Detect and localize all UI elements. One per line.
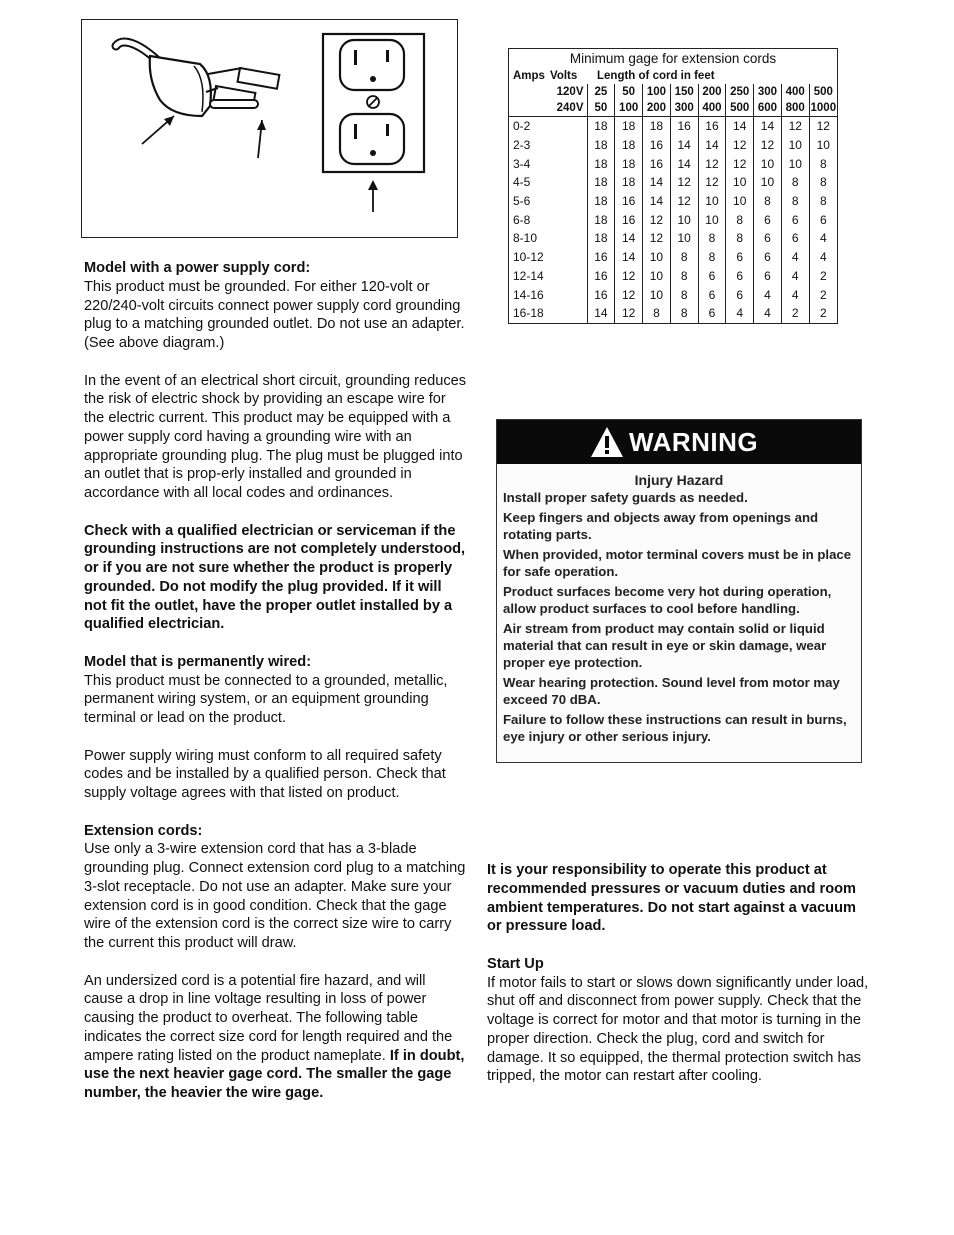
- gage-cell: 4: [809, 229, 837, 248]
- warning-line: Install proper safety guards as needed.: [503, 490, 748, 505]
- gage-cell: 8: [809, 192, 837, 211]
- length-120-cell: 500: [809, 84, 837, 100]
- warning-line: Product surfaces become very hot during operation, allow product surfaces to cool before handling.: [503, 584, 832, 616]
- gage-cell: 10: [726, 192, 754, 211]
- gage-cell: 12: [726, 136, 754, 155]
- gage-cell: 12: [615, 285, 643, 304]
- amps-cell: 8-10: [513, 231, 538, 246]
- gage-cell: 18: [615, 117, 643, 136]
- table-row: [509, 136, 837, 155]
- gage-cell: 2: [781, 304, 809, 323]
- hazard-title: Injury Hazard: [634, 472, 724, 488]
- power-cord-heading: Model with a power supply cord:: [84, 260, 311, 276]
- warning-line: Keep fingers and objects away from openings and rotating parts.: [503, 510, 819, 542]
- extension-cord-gage-table: [508, 48, 838, 324]
- gage-cell: 10: [643, 285, 671, 304]
- amps-cell: 6-8: [513, 212, 531, 227]
- length-120-cell: 50: [615, 84, 643, 100]
- gage-cell: 10: [781, 154, 809, 173]
- table-row: [509, 229, 837, 248]
- gage-cell: 10: [781, 136, 809, 155]
- gage-cell: 8: [698, 248, 726, 267]
- gage-cell: 2: [809, 285, 837, 304]
- startup-heading: Start Up: [487, 955, 544, 972]
- gage-cell: 18: [615, 154, 643, 173]
- gage-cell: 16: [615, 192, 643, 211]
- gage-cell: 10: [754, 154, 782, 173]
- warning-body: [497, 464, 861, 745]
- ground-pin: [210, 100, 258, 108]
- gage-cell: 14: [726, 117, 754, 136]
- gage-cell: 10: [698, 192, 726, 211]
- gage-cell: 6: [754, 229, 782, 248]
- gage-table-subheader: [509, 68, 837, 84]
- gage-cell: 8: [809, 173, 837, 192]
- gage-cell: 16: [698, 117, 726, 136]
- gage-cell: 14: [698, 136, 726, 155]
- length-240-cell: 200: [643, 100, 671, 117]
- undersized-bold: If in doubt, use the next heavier gage cord. The smaller the gage number, the heavier the wire gage.: [84, 1047, 465, 1101]
- gage-cell: 12: [670, 192, 698, 211]
- v120-label: 120V: [556, 86, 584, 98]
- warning-line: Wear hearing protection. Sound level from motor may exceed 70 dBA.: [503, 675, 840, 707]
- gage-cell: 14: [670, 136, 698, 155]
- wired-paragraph: This product must be connected to a grounded, metallic, permanent wiring system, or an equipment grounding terminal or lead on the product.: [84, 672, 448, 726]
- amps-cell: 16-18: [513, 306, 544, 321]
- amps-cell: 5-6: [513, 194, 531, 209]
- length-120-cell: 100: [643, 84, 671, 100]
- table-row: [509, 304, 837, 323]
- power-cord-paragraph: This product must be grounded. For either 120-volt or 220/240-volt circuits connect power supply cord grounding plug to a matching grounded outlet. Do not use an adapter. (See above diagram.): [84, 278, 465, 351]
- length-240-cell: 1000: [809, 100, 837, 117]
- gage-cell: 8: [754, 192, 782, 211]
- gage-cell: 10: [809, 136, 837, 155]
- gage-cell: 16: [587, 285, 615, 304]
- gage-cell: 10: [754, 173, 782, 192]
- plug-outlet-illustration: [82, 20, 459, 239]
- gage-cell: 16: [587, 248, 615, 267]
- length-240-cell: 50: [587, 100, 615, 117]
- warning-label: [496, 419, 862, 763]
- gage-cell: 12: [615, 267, 643, 286]
- wiring-paragraph: Power supply wiring must conform to all required safety codes and be installed by a qualified person. Check that supply voltage agrees with that listed on product.: [84, 747, 446, 801]
- length-120-cell: 150: [670, 84, 698, 100]
- table-row: [509, 154, 837, 173]
- gage-cell: 18: [587, 192, 615, 211]
- warning-triangle-icon: [589, 425, 625, 459]
- gage-cell: 12: [754, 136, 782, 155]
- responsibility-paragraph: It is your responsibility to operate this product at recommended pressures or vacuum duties and room ambient temperatures. Do not start against a vacuum or pressure load.: [487, 862, 857, 935]
- gage-cell: 12: [643, 210, 671, 229]
- gage-cell: 16: [587, 267, 615, 286]
- table-row: [509, 267, 837, 286]
- gage-cell: 18: [587, 173, 615, 192]
- gage-cell: 6: [698, 267, 726, 286]
- warning-line: Air stream from product may contain solid or liquid material that can result in eye or skin damage, wear proper eye protection.: [503, 621, 827, 670]
- check-electrician-paragraph: Check with a qualified electrician or serviceman if the grounding instructions are not completely understood, or if you are not sure whether the product is properly grounded. Do not modify the plug provided. If it will not fit the outlet, have the proper outlet installed by a qualified electrician.: [84, 522, 466, 633]
- gage-cell: 10: [698, 210, 726, 229]
- gage-cell: 8: [726, 229, 754, 248]
- gage-cell: 4: [754, 285, 782, 304]
- gage-cell: 18: [615, 173, 643, 192]
- gage-cell: 6: [781, 229, 809, 248]
- gage-cell: 14: [643, 173, 671, 192]
- gage-cell: 16: [670, 117, 698, 136]
- undersized-text: An undersized cord is a potential fire hazard, and will cause a drop in line voltage resulting in loss of power causing the product to overheat. The following table indicates the correct size cord for length required and the ampere rating listed on the product nameplate.: [84, 972, 453, 1064]
- gage-cell: 6: [698, 285, 726, 304]
- length-120-cell: 300: [754, 84, 782, 100]
- gage-cell: 14: [670, 154, 698, 173]
- gage-cell: 4: [781, 248, 809, 267]
- gage-cell: 12: [809, 117, 837, 136]
- gage-table-title: Minimum gage for extension cords: [569, 51, 777, 66]
- gage-cell: 8: [670, 248, 698, 267]
- amps-cell: 3-4: [513, 156, 531, 171]
- gage-cell: 10: [726, 173, 754, 192]
- header-row-240v: [509, 100, 837, 117]
- length-240-cell: 100: [615, 100, 643, 117]
- warning-title: WARNING: [629, 426, 759, 457]
- gage-cell: 6: [726, 267, 754, 286]
- amps-label: Amps: [513, 70, 545, 82]
- gage-cell: 12: [643, 229, 671, 248]
- gage-cell: 12: [726, 154, 754, 173]
- length-240-cell: 400: [698, 100, 726, 117]
- gage-cell: 8: [809, 154, 837, 173]
- outlet-receptacle-top: [340, 40, 404, 90]
- amps-cell: 2-3: [513, 138, 531, 153]
- amps-cell: 12-14: [513, 268, 544, 283]
- grounding-diagram: [81, 19, 458, 238]
- gage-cell: 18: [587, 136, 615, 155]
- gage-cell: 4: [726, 304, 754, 323]
- gage-cell: 8: [670, 267, 698, 286]
- gage-cell: 8: [781, 173, 809, 192]
- gage-cell: 16: [643, 154, 671, 173]
- gage-cell: 16: [615, 210, 643, 229]
- gage-cell: 18: [587, 117, 615, 136]
- gage-cell: 12: [698, 154, 726, 173]
- short-circuit-paragraph: In the event of an electrical short circuit, grounding reduces the risk of electric shock by providing an escape wire for the electric current. This product may be equipped with a power supply cord having a grounding wire with an appropriate grounding plug. The plug must be plugged into an outlet that is prop-erly installed and grounded in accordance with all local codes and ordinances.: [84, 372, 467, 501]
- warning-header: [497, 420, 861, 464]
- table-row: [509, 285, 837, 304]
- gage-cell: 4: [754, 304, 782, 323]
- gage-cell: 8: [643, 304, 671, 323]
- gage-cell: 14: [754, 117, 782, 136]
- table-row: [509, 173, 837, 192]
- gage-cell: 18: [643, 117, 671, 136]
- length-240-cell: 600: [754, 100, 782, 117]
- gage-cell: 2: [809, 304, 837, 323]
- length-label: Length of cord in feet: [597, 70, 715, 82]
- table-row: [509, 117, 837, 136]
- length-240-cell: 300: [670, 100, 698, 117]
- length-120-cell: 400: [781, 84, 809, 100]
- gage-cell: 10: [670, 229, 698, 248]
- plug-blade-top: [238, 68, 280, 89]
- gage-cell: 18: [587, 229, 615, 248]
- amps-cell: 0-2: [513, 119, 531, 134]
- extension-paragraph: Use only a 3-wire extension cord that has a 3-blade grounding plug. Connect extension cord plug to a matching 3-slot receptacle. Do not use an adapter. Make sure your extension cord is in good condition. Check that the gage wire of the extension cord is the correct size wire to carry the current this product will draw.: [84, 841, 466, 951]
- gage-cell: 4: [781, 267, 809, 286]
- gage-cell: 12: [615, 304, 643, 323]
- volts-label: Volts: [550, 70, 578, 82]
- gage-cell: 12: [781, 117, 809, 136]
- gage-cell: 14: [587, 304, 615, 323]
- gage-cell: 10: [643, 248, 671, 267]
- length-120-cell: 200: [698, 84, 726, 100]
- gage-cell: 2: [809, 267, 837, 286]
- amps-cell: 10-12: [513, 250, 544, 265]
- outlet-receptacle-bottom: [340, 114, 404, 164]
- left-column: [84, 259, 468, 1122]
- header-row-120v: [509, 84, 837, 100]
- length-240-cell: 500: [726, 100, 754, 117]
- v240-label: 240V: [509, 100, 587, 117]
- undersized-paragraph: [84, 972, 468, 1103]
- gage-cell: 6: [698, 304, 726, 323]
- gage-cell: 8: [670, 304, 698, 323]
- extension-heading: Extension cords:: [84, 822, 203, 839]
- gage-cell: 18: [615, 136, 643, 155]
- gage-cell: 6: [726, 248, 754, 267]
- gage-cell: 14: [615, 229, 643, 248]
- gage-cell: 6: [809, 210, 837, 229]
- gage-cell: 16: [643, 136, 671, 155]
- warning-line: Failure to follow these instructions can result in burns, eye injury or other serious injury.: [503, 712, 847, 744]
- gage-cell: 8: [698, 229, 726, 248]
- gage-cell: 6: [754, 210, 782, 229]
- gage-cell: 18: [587, 154, 615, 173]
- gage-cell: 6: [754, 267, 782, 286]
- gage-cell: 6: [781, 210, 809, 229]
- gage-cell: 10: [643, 267, 671, 286]
- gage-cell: 12: [670, 173, 698, 192]
- wired-heading: Model that is permanently wired:: [84, 653, 312, 670]
- amps-cell: 14-16: [513, 287, 544, 302]
- startup-paragraph: If motor fails to start or slows down significantly under load, shut off and disconnect from power supply. Check that the voltage is correct for motor and that motor is turning in the proper direction. Check the plug, cord and switch for damage. It so equipped, the thermal protection switch has tripped, the motor can restart after cooling.: [487, 974, 869, 1085]
- gage-cell: 14: [615, 248, 643, 267]
- length-120-cell: 25: [587, 84, 615, 100]
- gage-cell: 18: [587, 210, 615, 229]
- gage-cell: 4: [809, 248, 837, 267]
- gage-cell: 8: [726, 210, 754, 229]
- warning-line: When provided, motor terminal covers must be in place for safe operation.: [503, 547, 852, 579]
- gage-cell: 6: [754, 248, 782, 267]
- amps-cell: 4-5: [513, 175, 531, 190]
- gage-cell: 8: [670, 285, 698, 304]
- gage-cell: 12: [698, 173, 726, 192]
- table-row: [509, 210, 837, 229]
- gage-cell: 6: [726, 285, 754, 304]
- gage-cell: 8: [781, 192, 809, 211]
- table-row: [509, 192, 837, 211]
- gage-cell: 10: [670, 210, 698, 229]
- gage-cell: 4: [781, 285, 809, 304]
- table-row: [509, 248, 837, 267]
- gage-cell: 14: [643, 192, 671, 211]
- length-120-cell: 250: [726, 84, 754, 100]
- length-240-cell: 800: [781, 100, 809, 117]
- right-column: [487, 861, 873, 1105]
